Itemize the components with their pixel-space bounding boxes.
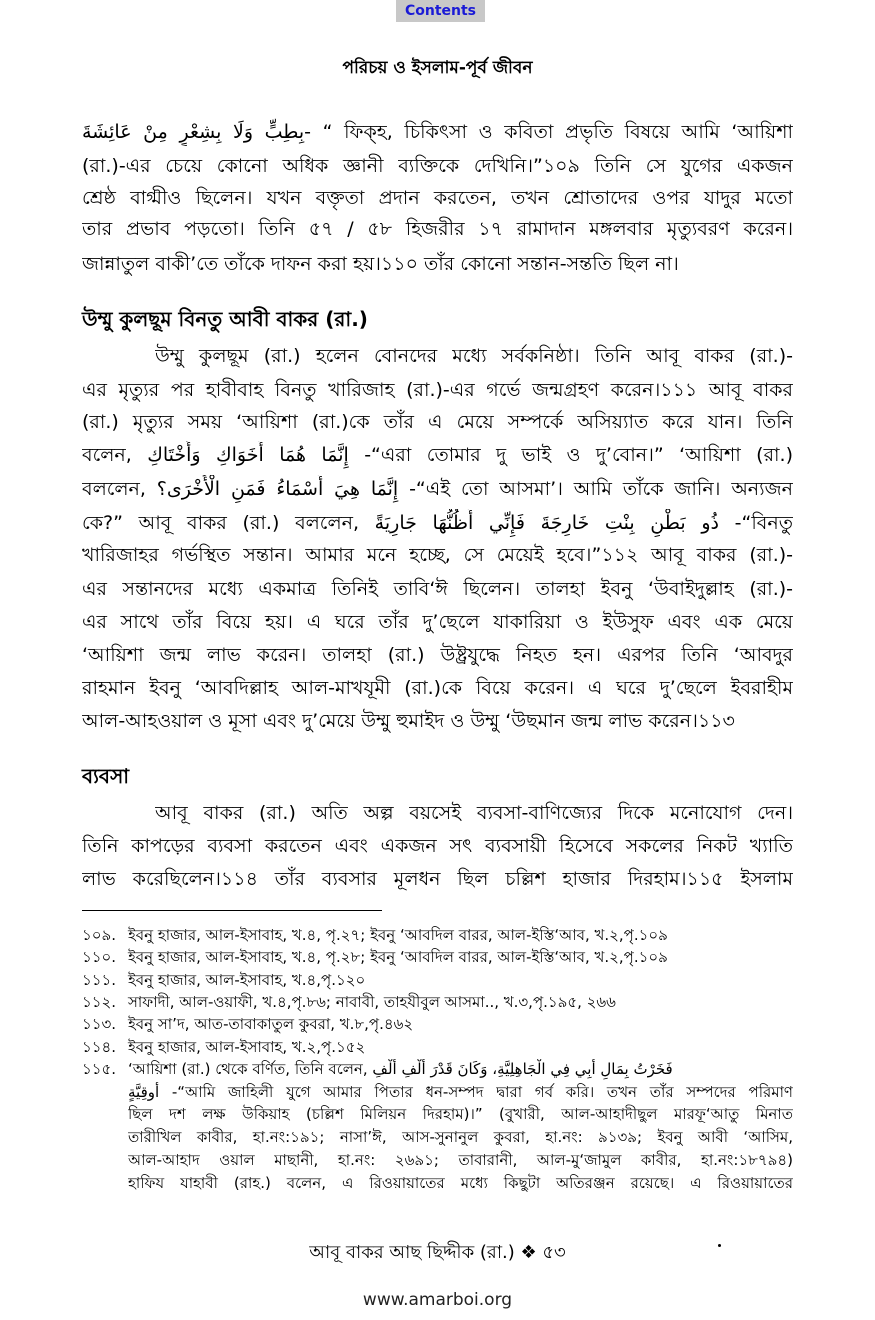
footnote-number: ১১৩.: [82, 1015, 116, 1033]
footnote-number: ১১৪.: [82, 1038, 116, 1056]
text-line: রাহমান ইবনু ‘আবদিল্লাহ আল-মাখযূমী (রা.)কে বিয়ে করেন। এ ঘরে দু’ছেলে ইবরাহীম: [82, 677, 793, 699]
text-line: কে?” আবূ বাকর (রা.) বললেন, ذُو بَطْنِ بِنْتِ خَارِجَةَ فَإِنِّي أَظُنُّهَا جَارِيَةً -“বিনতু: [82, 512, 793, 534]
footnote-number: ১১০.: [82, 948, 116, 966]
text-line: এর সাথে তাঁর বিয়ে হয়। এ ঘরে তাঁর দু’ছেলে যাকারিয়া ও ইউসুফ এবং এক মেয়ে: [82, 611, 793, 633]
text-line: তিনি কাপড়ের ব্যবসা করতেন এবং একজন সৎ ব্যবসায়ী হিসেবে সকলের নিকট খ্যাতি: [82, 835, 793, 857]
footnote: [82, 970, 793, 991]
page-header: পরিচয় ও ইসলাম-পূর্ব জীবন: [342, 58, 533, 78]
text-line: এর মৃত্যুর পর হাবীবাহ বিনতু খারিজাহ (রা.)-এর গর্ভে জন্মগ্রহণ করেন।১১১ আবূ বাকর: [82, 379, 793, 401]
footnote-text: ইবনু হাজার, আল-ইসাবাহ, খ.৪, পৃ.২৮; ইবনু ‘আবদিল বারর, আল-ইস্তি‘আব, খ.২,পৃ.১০৯: [128, 948, 668, 966]
footnote-divider: [82, 910, 382, 911]
footnote: [82, 1014, 793, 1035]
text-line: এর সন্তানদের মধ্যে একমাত্র তিনিই তাবি‘ঈ ছিলেন। তালহা ইবনু ‘উবাইদুল্লাহ (রা.)-: [82, 578, 793, 600]
contents-button[interactable]: Contents: [396, 0, 485, 22]
footnote-number: ১১৫.: [82, 1060, 116, 1078]
page-footer: আবূ বাকর আছ ছিদ্দীক (রা.) ❖ ৫৩: [309, 1242, 566, 1263]
footnote-continuation: ছিল দশ লক্ষ উকিয়াহ (চল্লিশ মিলিয়ন দিরহাম)।” (বুখারী, আল-আহাদীছুল মারফূ‘আতু মিনাত: [128, 1105, 793, 1123]
footnote-number: ১০৯.: [82, 926, 116, 944]
footnote-text: ইবনু হাজার, আল-ইসাবাহ, খ.৪, পৃ.২৭; ইবনু ‘আবদিল বারর, আল-ইস্তি‘আব, খ.২,পৃ.১০৯: [128, 926, 668, 944]
footnote: [82, 925, 793, 946]
footnote-text: ‘আয়িশা (রা.) থেকে বর্ণিত, তিনি বলেন, فَخَرْتُ بِمَالِ أَبِي فِي الْجَاهِلِيَّةِ، وَكَانَ قَدْرَ أَلْفِ أَلْفِ: [128, 1060, 673, 1078]
text-line: শ্রেষ্ঠ বাগ্মীও ছিলেন। যখন বক্তৃতা প্রদান করতেন, তখন শ্রোতাদের ওপর যাদুর মতো: [82, 187, 793, 209]
text-line: উম্মু কুলছূম (রা.) হলেন বোনদের মধ্যে সর্বকনিষ্ঠা। তিনি আবূ বাকর (রা.)-: [155, 345, 793, 367]
text-line: আবূ বাকর (রা.) অতি অল্প বয়সেই ব্যবসা-বাণিজ্যের দিকে মনোযোগ দেন।: [155, 802, 793, 824]
text-line: খারিজাহর গর্ভস্থিত সন্তান। আমার মনে হচ্ছে, সে মেয়েই হবে।”১১২ আবূ বাকর (রা.)-: [82, 544, 793, 566]
footnote-text: ইবনু সা’দ, আত-তাবাকাতুল কুবরা, খ.৮,পৃ.৪৬২: [128, 1015, 414, 1033]
stray-mark: [718, 1244, 721, 1247]
footnote-continuation: أُوقِيَّةٍ -“আমি জাহিলী যুগে আমার পিতার ধন-সম্পদ দ্বারা গর্ব করি। তখন তাঁর সম্পদের পরিমাণ: [128, 1083, 793, 1101]
text-line: (রা.) মৃত্যুর সময় ‘আয়িশা (রা.)কে তাঁর এ মেয়ে সম্পর্কে অসিয়্যাত করে যান। তিনি: [82, 411, 793, 433]
footnote: [82, 992, 793, 1013]
footnote: [82, 947, 793, 968]
text-line: তার প্রভাব পড়তো। তিনি ৫৭ / ৫৮ হিজরীর ১৭ রামাদান মঙ্গলবার মৃত্যুবরণ করেন।: [82, 218, 793, 240]
website-link[interactable]: www.amarboi.org: [362, 1290, 513, 1310]
text-line: ‘আয়িশা জন্ম লাভ করেন। তালহা (রা.) উষ্ট্রযুদ্ধে নিহত হন। এরপর তিনি ‘আবদুর: [82, 644, 793, 666]
text-line: بِطِبٍّ وَلَا بِشِعْرٍ مِنْ عَائِشَةَ- “ ফিক্‌হ, চিকিৎসা ও কবিতা প্রভৃতি বিষয়ে আমি ‘আয়িশা: [82, 121, 793, 143]
footnote-text: ইবনু হাজার, আল-ইসাবাহ, খ.২,পৃ.১৫২: [128, 1038, 366, 1056]
footnote: [82, 1037, 793, 1058]
text-line: বললেন, إِنَّمَا هِيَ أَسْمَاءُ فَمَنِ الْأُخْرَى؟ -“এই তো আসমা’। আমি তাঁকে জানি। অন্যজন: [82, 478, 793, 500]
text-line: জান্নাতুল বাকী’তে তাঁকে দাফন করা হয়।১১০ তাঁর কোনো সন্তান-সন্ততি ছিল না।: [82, 253, 679, 275]
footnote-number: ১১২.: [82, 993, 116, 1011]
text-line: (রা.)-এর চেয়ে কোনো অধিক জ্ঞানী ব্যক্তিকে দেখিনি।”১০৯ তিনি সে যুগের একজন: [82, 155, 793, 177]
footnote-number: ১১১.: [82, 971, 116, 989]
footnote-text: ইবনু হাজার, আল-ইসাবাহ, খ.৪,পৃ.১২০: [128, 971, 366, 989]
footnote-continuation: হাফিয যাহাবী (রাহ.) বলেন, এ রিওয়ায়াতের মধ্যে কিছুটা অতিরঞ্জন রয়েছে। এ রিওয়ায়াতের: [128, 1174, 793, 1192]
footnote-continuation: তারীখিল কাবীর, হা.নং:১৯১; নাসা’ঈ, আস-সুনানুল কুবরা, হা.নং: ৯১৩৯; ইবনু আবী ‘আসিম,: [128, 1128, 793, 1146]
section-heading: উম্মু কুলছূম বিনতু আবী বাকর (রা.): [82, 307, 368, 331]
text-line: বলেন, إِنَّمَا هُمَا أَخَوَاكِ وَأُخْتَاكِ -“এরা তোমার দু ভাই ও দু’বোন।” ‘আয়িশা (রা.): [82, 444, 793, 466]
footnote-text: সাফাদী, আল-ওয়াফী, খ.৪,পৃ.৮৬; নাবাবী, তাহযীবুল আসমা.., খ.৩,পৃ.১৯৫, ২৬৬: [128, 993, 616, 1011]
footnote-continuation: আল-আহাদ ওয়াল মাছানী, হা.নং: ২৬৯১; তাবারানী, আল-মু‘জামুল কাবীর, হা.নং:১৮৭৯৪): [128, 1151, 793, 1169]
footnote: [82, 1059, 793, 1080]
text-line: আল-আহওয়াল ও মূসা এবং দু’মেয়ে উম্মু হুমাইদ ও উম্মু ‘উছমান জন্ম লাভ করেন।১১৩: [82, 710, 735, 732]
section-heading: ব্যবসা: [82, 764, 130, 788]
text-line: লাভ করেছিলেন।১১৪ তাঁর ব্যবসার মূলধন ছিল চল্লিশ হাজার দিরহাম।১১৫ ইসলাম: [82, 868, 793, 890]
